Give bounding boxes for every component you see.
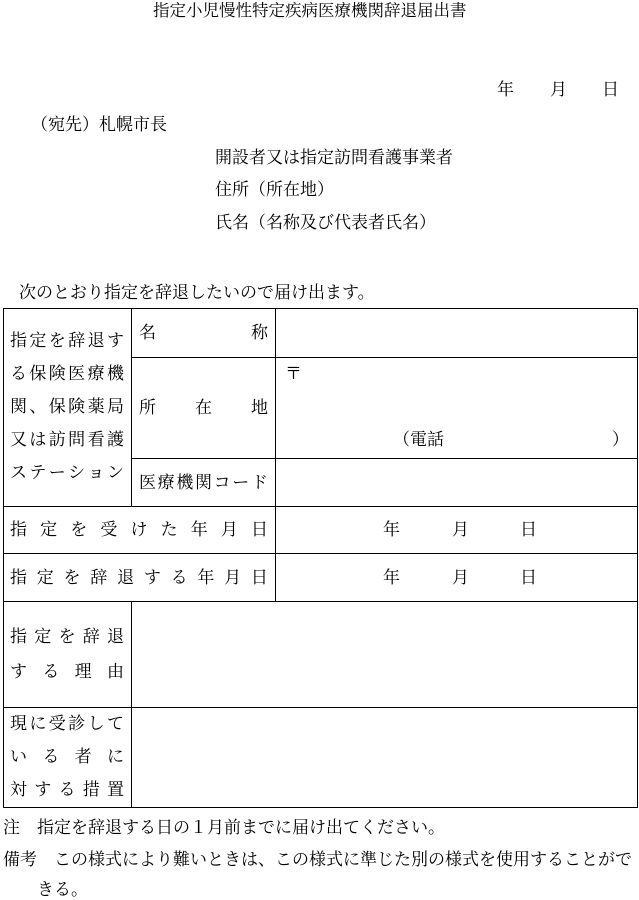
- label-glyph: 地: [251, 398, 268, 418]
- label-glyph: 対: [10, 780, 27, 800]
- label-glyph: コ: [213, 472, 231, 493]
- label-glyph: 定: [29, 331, 47, 351]
- withdrawal-reason-label-cell: [3, 601, 132, 708]
- label-glyph: 保: [48, 397, 66, 417]
- facility-type-line: [10, 391, 124, 424]
- label-glyph: ー: [232, 472, 250, 493]
- label-glyph: 機: [106, 364, 124, 384]
- designation-date-label-cell: [3, 506, 276, 554]
- label-glyph: 保: [29, 364, 47, 384]
- year-unit: 年: [383, 520, 400, 540]
- label-glyph: 指: [10, 331, 27, 351]
- label-glyph: 関: [10, 397, 27, 417]
- label-glyph: 辞: [82, 626, 100, 647]
- label-glyph: 名: [139, 323, 156, 343]
- label-glyph: シ: [68, 463, 86, 483]
- label-glyph: い: [10, 747, 27, 767]
- label-glyph: 日: [250, 567, 268, 588]
- label-glyph: を: [70, 520, 88, 540]
- label-glyph: 者: [74, 747, 92, 767]
- applicant-address-label: 住所（所在地）: [215, 180, 334, 200]
- location-label: [139, 398, 268, 418]
- remark-label: 備考: [3, 850, 37, 870]
- location-value-field[interactable]: [275, 357, 638, 459]
- label-glyph: 退: [107, 626, 124, 647]
- label-glyph: 療: [87, 364, 105, 384]
- addressee: （宛先）札幌市長: [31, 115, 167, 135]
- label-glyph: 称: [251, 323, 268, 343]
- label-glyph: 指: [10, 520, 27, 540]
- label-glyph: 年: [190, 520, 208, 540]
- label-glyph: 険: [68, 397, 86, 417]
- label-glyph: 退: [87, 331, 105, 351]
- statement-text: 次のとおり指定を辞退したいので届け出ます。: [19, 283, 375, 303]
- location-label-cell: [131, 357, 276, 459]
- label-glyph: 月: [224, 567, 242, 588]
- label-glyph: 在: [195, 398, 212, 418]
- remark-text-line: この様式により難いときは、この様式に準じた別の様式を使用することがで: [54, 850, 632, 870]
- label-glyph: 訪: [48, 430, 66, 450]
- label-glyph: 月: [220, 520, 238, 540]
- label-glyph: 由: [106, 661, 124, 682]
- label-glyph: 診: [68, 714, 86, 734]
- facility-type-line: [10, 325, 124, 358]
- day-unit: 日: [520, 520, 537, 540]
- facility-type-line: [10, 424, 124, 457]
- patient-measures-label-cell: [3, 707, 132, 808]
- month-unit: 月: [452, 520, 469, 540]
- label-glyph: る: [42, 747, 60, 767]
- label-glyph: 機: [176, 472, 194, 493]
- label-glyph: 年: [197, 567, 215, 588]
- label-glyph: 定: [34, 626, 52, 647]
- label-glyph: は: [29, 430, 47, 450]
- label-glyph: ス: [10, 463, 27, 483]
- label-glyph: に: [29, 714, 47, 734]
- applicant-name-label: 氏名（名称及び代表者氏名）: [215, 213, 436, 233]
- label-glyph: て: [106, 714, 124, 734]
- facility-type-label-cell: [3, 308, 132, 507]
- label-glyph: す: [143, 567, 161, 588]
- label-glyph: 受: [100, 520, 118, 540]
- label-glyph: す: [34, 780, 52, 800]
- label-glyph: 辞: [68, 331, 86, 351]
- note-text: 指定を辞退する日の１月前までに届け出てください。: [37, 818, 445, 838]
- label-glyph: 医: [68, 364, 86, 384]
- label-glyph: 又: [10, 430, 27, 450]
- patient-measures-line: [10, 741, 124, 774]
- note-label: 注: [3, 818, 20, 838]
- applicant-role-label: 開設者又は指定訪問看護事業者: [215, 148, 453, 168]
- label-glyph: 局: [106, 397, 124, 417]
- label-glyph: 療: [157, 472, 175, 493]
- label-glyph: 定: [40, 520, 58, 540]
- facility-type-line: [10, 457, 124, 490]
- label-glyph: る: [10, 364, 27, 384]
- label-glyph: ー: [48, 463, 66, 483]
- label-glyph: ン: [106, 463, 124, 483]
- label-glyph: 定: [36, 567, 54, 588]
- label-glyph: 所: [139, 398, 156, 418]
- patient-measures-field[interactable]: [131, 707, 638, 808]
- label-glyph: る: [42, 661, 60, 682]
- withdrawal-reason-field[interactable]: [131, 601, 638, 708]
- label-glyph: ョ: [87, 463, 105, 483]
- label-glyph: た: [160, 520, 178, 540]
- withdrawal-date-field[interactable]: [275, 553, 638, 602]
- label-glyph: 医: [139, 472, 156, 493]
- withdrawal-reason-line: [10, 655, 124, 690]
- label-glyph: け: [130, 520, 148, 540]
- withdrawal-date-label: [10, 568, 268, 588]
- form-table: [3, 308, 638, 808]
- label-glyph: に: [106, 747, 124, 767]
- label-glyph: を: [63, 567, 81, 588]
- label-glyph: 受: [48, 714, 66, 734]
- label-glyph: ド: [250, 472, 268, 493]
- phone-label-close: ）: [612, 430, 629, 450]
- label-glyph: 退: [117, 567, 135, 588]
- designation-date-label: [10, 520, 268, 540]
- remark-text-line: きる。: [37, 880, 88, 900]
- designation-date-field[interactable]: [275, 506, 638, 554]
- name-label-cell: [131, 308, 276, 358]
- label-glyph: 問: [68, 430, 86, 450]
- name-label: [139, 323, 268, 343]
- label-glyph: 関: [194, 472, 212, 493]
- label-glyph: 指: [10, 626, 27, 647]
- label-glyph: を: [48, 331, 66, 351]
- label-glyph: 置: [107, 780, 124, 800]
- year-unit: 年: [383, 567, 400, 588]
- label-glyph: 辞: [90, 567, 108, 588]
- header-date-year-unit: 年: [497, 80, 514, 100]
- patient-measures-line: [10, 774, 124, 807]
- name-value-field[interactable]: [275, 308, 638, 358]
- phone-label-open: （電話: [393, 430, 444, 450]
- withdrawal-date-label-cell: [3, 553, 276, 602]
- label-glyph: 険: [48, 364, 66, 384]
- label-glyph: 護: [106, 430, 124, 450]
- withdrawal-reason-line: [10, 620, 124, 655]
- label-glyph: 、: [29, 397, 47, 417]
- postal-mark: 〒: [285, 364, 302, 384]
- header-date-month-unit: 月: [550, 80, 567, 100]
- label-glyph: 薬: [87, 397, 105, 417]
- day-unit: 日: [520, 567, 537, 588]
- label-glyph: る: [58, 780, 76, 800]
- month-unit: 月: [452, 567, 469, 588]
- label-glyph: 指: [10, 567, 27, 588]
- label-glyph: す: [106, 331, 124, 351]
- facility-type-line: [10, 358, 124, 391]
- label-glyph: し: [87, 714, 105, 734]
- label-glyph: 現: [10, 714, 27, 734]
- label-glyph: す: [10, 661, 27, 682]
- facility-code-label-cell: [131, 458, 276, 507]
- label-glyph: る: [170, 567, 188, 588]
- label-glyph: 理: [74, 661, 92, 682]
- facility-code-label: [139, 473, 268, 493]
- label-glyph: テ: [29, 463, 47, 483]
- label-glyph: 看: [87, 430, 105, 450]
- patient-measures-line: [10, 708, 124, 741]
- label-glyph: 措: [82, 780, 100, 800]
- label-glyph: 日: [251, 520, 268, 540]
- facility-code-field[interactable]: [275, 458, 638, 507]
- document-title: 指定小児慢性特定疾病医療機関辞退届出書: [153, 1, 467, 20]
- header-date-day-unit: 日: [602, 80, 619, 100]
- label-glyph: を: [58, 626, 76, 647]
